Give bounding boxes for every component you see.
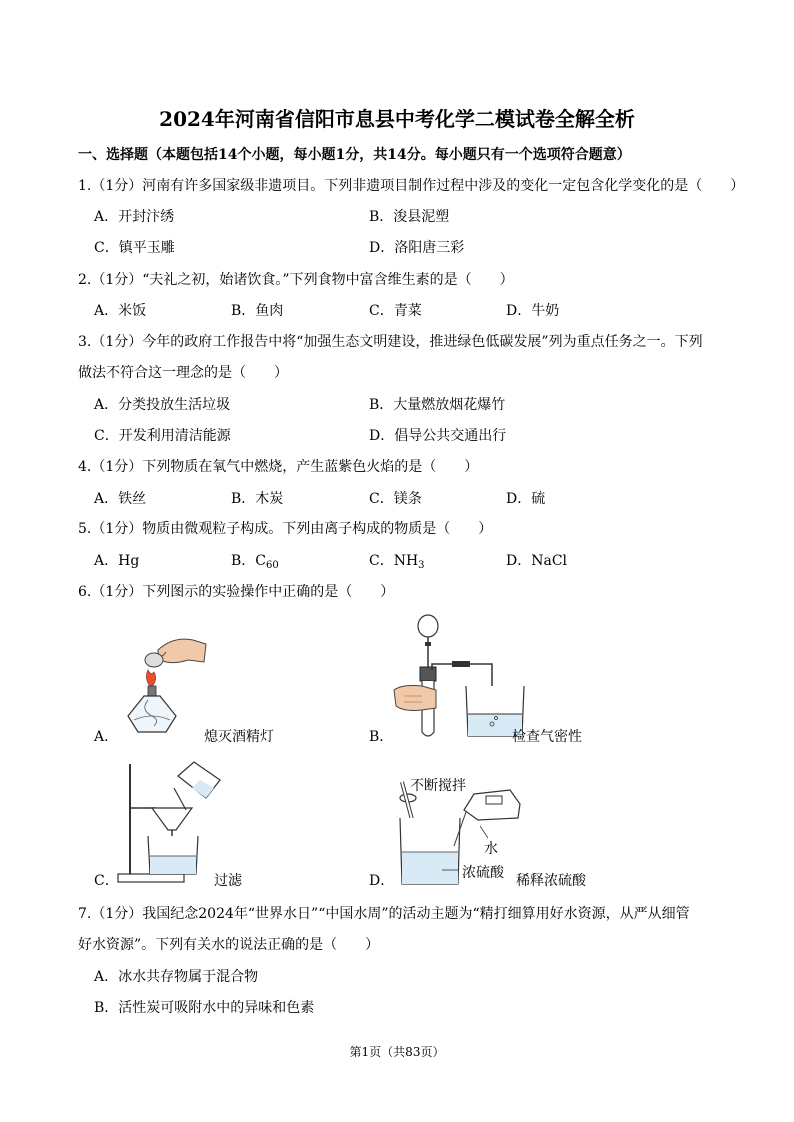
question-2-option-c: C．青菜 bbox=[369, 303, 422, 319]
figure-d-label-acid: 浓硫酸 bbox=[462, 865, 504, 881]
question-6-option-d: D． bbox=[369, 873, 395, 889]
question-2-option-d: D．牛奶 bbox=[506, 303, 560, 319]
question-3-stem-line-2: 做法不符合这一理念的是（ ） bbox=[78, 365, 288, 381]
question-1-option-d: D．洛阳唐三彩 bbox=[369, 240, 465, 256]
question-6-option-c: C． bbox=[94, 873, 119, 889]
question-4-option-b: B．木炭 bbox=[231, 491, 284, 507]
figure-d-label-stir: 不断搅拌 bbox=[410, 778, 466, 794]
question-7-option-b: B．活性炭可吸附水中的异味和色素 bbox=[94, 1000, 315, 1016]
figure-c-caption: 过滤 bbox=[214, 873, 242, 889]
question-5-option-c: C．$NH_3$ bbox=[369, 553, 425, 571]
question-5-option-d: D．NaCl bbox=[506, 553, 568, 569]
question-5-option-a: A．Hg bbox=[94, 553, 140, 569]
section-heading: 一、选择题（本题包括14个小题，每小题1分，共14分。每小题只有一个选项符合题意） bbox=[78, 147, 631, 163]
question-3-option-d: D．倡导公共交通出行 bbox=[369, 428, 507, 444]
question-4-option-a: A．铁丝 bbox=[94, 491, 147, 507]
question-3-stem-line-1: 3.（1分）今年的政府工作报告中将“加强生态文明建设，推进绿色低碳发展”列为重点任务之一。下列 bbox=[78, 334, 703, 350]
figure-d-caption: 稀释浓硫酸 bbox=[516, 873, 586, 889]
question-5-option-b: B．$C_{60}$ bbox=[231, 553, 279, 571]
subscript: 3 bbox=[418, 560, 425, 571]
question-6-stem: 6.（1分）下列图示的实验操作中正确的是（ ） bbox=[78, 584, 395, 600]
question-4-option-c: C．镁条 bbox=[369, 491, 422, 507]
figure-a-alcohol-lamp bbox=[118, 628, 208, 743]
page-footer: 第1页（共83页） bbox=[349, 1045, 445, 1059]
question-2-option-b: B．鱼肉 bbox=[231, 303, 284, 319]
page-title: 2024年河南省信阳市息县中考化学二模试卷全解全析 bbox=[159, 107, 635, 131]
question-1-option-b: B．浚县泥塑 bbox=[369, 209, 450, 225]
figure-b-caption: 检查气密性 bbox=[512, 729, 582, 745]
figure-c-filtration bbox=[116, 758, 226, 888]
question-3-option-c: C．开发利用清洁能源 bbox=[94, 428, 231, 444]
figure-b-airtightness-check bbox=[392, 612, 542, 744]
question-4-stem: 4.（1分）下列物质在氧气中燃烧，产生蓝紫色火焰的是（ ） bbox=[78, 459, 479, 475]
question-5-stem: 5.（1分）物质由微观粒子构成。下列由离子构成的物质是（ ） bbox=[78, 521, 493, 537]
question-3-option-a: A．分类投放生活垃圾 bbox=[94, 397, 231, 413]
question-7-stem-line-1: 7.（1分）我国纪念2024年“世界水日”“中国水周”的活动主题为“精打细算用好水资源，从严从细管 bbox=[78, 906, 690, 922]
question-7-stem-line-2: 好水资源”。下列有关水的说法正确的是（ ） bbox=[78, 937, 380, 953]
question-6-option-a: A． bbox=[94, 729, 119, 745]
question-1-option-a: A．开封汴绣 bbox=[94, 209, 175, 225]
question-7-option-a: A．冰水共存物属于混合物 bbox=[94, 969, 259, 985]
question-1-option-c: C．镇平玉雕 bbox=[94, 240, 175, 256]
figure-a-caption: 熄灭酒精灯 bbox=[204, 729, 274, 745]
question-2-option-a: A．米饭 bbox=[94, 303, 147, 319]
question-3-option-b: B．大量燃放烟花爆竹 bbox=[369, 397, 506, 413]
figure-d-label-water: 水 bbox=[484, 841, 498, 857]
question-6-option-b: B． bbox=[369, 729, 394, 745]
question-2-stem: 2.（1分）“夫礼之初，始诸饮食。”下列食物中富含维生素的是（ ） bbox=[78, 272, 514, 288]
question-4-option-d: D．硫 bbox=[506, 491, 546, 507]
question-1-stem: 1.（1分）河南有许多国家级非遗项目。下列非遗项目制作过程中涉及的变化一定包含化学变化的是（ ） bbox=[78, 178, 745, 194]
subscript: 60 bbox=[266, 560, 279, 571]
